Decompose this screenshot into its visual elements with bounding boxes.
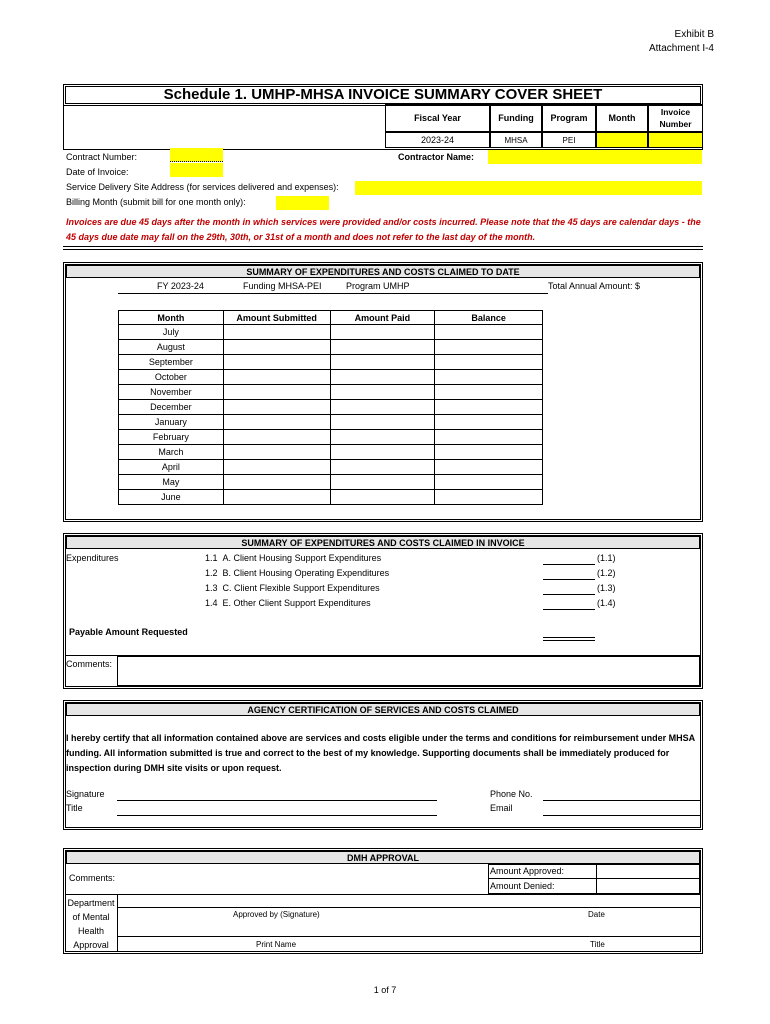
funding-label: Funding MHSA-PEI [243, 281, 322, 291]
item-amount-line[interactable] [543, 609, 595, 610]
month-cell: June [119, 490, 224, 505]
amount-submitted-cell[interactable] [223, 475, 330, 490]
amount-submitted-cell[interactable] [223, 490, 330, 505]
col-balance: Balance [435, 311, 543, 325]
month-cell: November [119, 385, 224, 400]
service-site-field[interactable] [355, 181, 702, 195]
program-header: Program [542, 104, 596, 132]
table-row [119, 475, 543, 490]
amount-submitted-cell[interactable] [223, 415, 330, 430]
table-row [119, 430, 543, 445]
month-cell: February [119, 430, 224, 445]
amount-paid-cell[interactable] [330, 385, 435, 400]
item-label: B. Client Housing Operating Expenditures [222, 568, 390, 578]
amount-paid-cell[interactable] [330, 460, 435, 475]
table-row [119, 490, 543, 505]
signature-label: Signature [66, 789, 105, 799]
balance-cell[interactable] [435, 445, 543, 460]
balance-cell[interactable] [435, 385, 543, 400]
amount-paid-cell[interactable] [330, 430, 435, 445]
page-number: 1 of 7 [373, 985, 397, 995]
item-num: 1.1 [205, 553, 218, 563]
cert-title-label: Title [66, 803, 83, 813]
month-cell: August [119, 340, 224, 355]
certification-title: AGENCY CERTIFICATION OF SERVICES AND COSTS CLAIMED [66, 703, 700, 716]
approved-by-label: Approved by (Signature) [233, 910, 320, 919]
amount-paid-cell[interactable] [330, 490, 435, 505]
approved-by-line[interactable] [117, 907, 700, 908]
item-amount-line[interactable] [543, 564, 595, 565]
item-ref: (1.2) [597, 568, 616, 578]
phone-line[interactable] [543, 800, 700, 801]
balance-cell[interactable] [435, 400, 543, 415]
amount-submitted-cell[interactable] [223, 400, 330, 415]
table-row [119, 415, 543, 430]
date-label: Date [588, 910, 605, 919]
expenditure-item [205, 598, 371, 608]
fy-label: FY 2023-24 [157, 281, 204, 291]
summary-to-date-title: SUMMARY OF EXPENDITURES AND COSTS CLAIMED TO DATE [66, 265, 700, 278]
amount-paid-cell[interactable] [330, 445, 435, 460]
contractor-name-label: Contractor Name: [398, 152, 475, 162]
contractor-name-field[interactable] [488, 150, 702, 164]
item-ref: (1.3) [597, 583, 616, 593]
amount-paid-cell[interactable] [330, 415, 435, 430]
approved-amount-divider [596, 864, 597, 894]
print-name-line[interactable] [117, 936, 700, 937]
amount-submitted-cell[interactable] [223, 430, 330, 445]
funding-value[interactable]: MHSA [490, 132, 542, 148]
item-label: A. Client Housing Support Expenditures [222, 553, 382, 563]
dept-approval-label: Department of Mental Health Approval [67, 898, 115, 950]
date-of-invoice-label: Date of Invoice: [66, 167, 129, 177]
balance-cell[interactable] [435, 490, 543, 505]
signature-line[interactable] [117, 800, 437, 801]
amount-paid-cell[interactable] [330, 340, 435, 355]
certification-text: I hereby certify that all information contained above are services and costs eligible under the terms and conditions for reimbursement under MHSA funding. All information submitted is true and correct to the best of my knowledge. Supporting documents shall be immediately produced for inspection during DMH site visits or upon request. [66, 733, 695, 773]
item-label: C. Client Flexible Support Expenditures [222, 583, 380, 593]
table-row [119, 370, 543, 385]
funding-header: Funding [490, 104, 542, 132]
print-name-label: Print Name [256, 940, 297, 949]
comments-label: Comments: [66, 659, 113, 669]
item-num: 1.4 [205, 598, 218, 608]
table-row [119, 445, 543, 460]
months-table [118, 310, 543, 505]
expenditure-item [205, 568, 389, 578]
amount-submitted-cell[interactable] [223, 385, 330, 400]
invoice-number-header: Invoice Number [648, 104, 703, 132]
balance-cell[interactable] [435, 475, 543, 490]
program-label: Program UMHP [346, 281, 410, 291]
month-cell: December [119, 400, 224, 415]
balance-cell[interactable] [435, 430, 543, 445]
program-value[interactable]: PEI [542, 132, 596, 148]
balance-cell[interactable] [435, 370, 543, 385]
month-header: Month [596, 104, 648, 132]
table-row [119, 460, 543, 475]
due-date-notice: Invoices are due 45 days after the month in which services were provided and/or costs incurred. Please note that the 45 days are calendar days - the 45 days due date may fall on the 29th, 30th, or 31st of a month and does not refer to the last day of the month. [66, 217, 701, 242]
table-row [119, 385, 543, 400]
amount-denied-label: Amount Denied: [490, 881, 555, 891]
dept-divider [117, 894, 118, 952]
item-num: 1.2 [205, 568, 218, 578]
col-month: Month [119, 311, 224, 325]
item-amount-line[interactable] [543, 579, 595, 580]
table-row [119, 400, 543, 415]
expenditure-item [205, 583, 380, 593]
exhibit-header [649, 28, 714, 56]
item-amount-line[interactable] [543, 594, 595, 595]
contract-number-label: Contract Number: [66, 152, 138, 162]
total-annual-amount: Total Annual Amount: $ [548, 281, 641, 291]
table-row [119, 340, 543, 355]
amount-paid-cell[interactable] [330, 400, 435, 415]
balance-cell[interactable] [435, 355, 543, 370]
amount-submitted-cell[interactable] [223, 340, 330, 355]
expenditure-item [205, 553, 381, 563]
billing-month-field[interactable] [276, 196, 329, 210]
month-cell: May [119, 475, 224, 490]
amount-paid-cell[interactable] [330, 475, 435, 490]
email-label: Email [490, 803, 513, 813]
amount-paid-cell[interactable] [330, 370, 435, 385]
date-of-invoice-field[interactable] [170, 163, 223, 177]
amount-submitted-cell[interactable] [223, 370, 330, 385]
fiscal-year-header: Fiscal Year [385, 104, 490, 132]
phone-label: Phone No. [490, 789, 533, 799]
contract-number-field[interactable] [170, 148, 223, 162]
month-cell: July [119, 325, 224, 340]
month-cell: April [119, 460, 224, 475]
col-amount-paid: Amount Paid [330, 311, 435, 325]
amount-paid-cell[interactable] [330, 325, 435, 340]
table-row [119, 355, 543, 370]
service-site-label: Service Delivery Site Address (for services delivered and expenses): [66, 182, 339, 192]
amount-submitted-cell[interactable] [223, 445, 330, 460]
balance-cell[interactable] [435, 460, 543, 475]
item-label: E. Other Client Support Expenditures [222, 598, 371, 608]
separator [63, 246, 703, 250]
summary-rule [118, 293, 548, 294]
email-line[interactable] [543, 815, 700, 816]
balance-cell[interactable] [435, 340, 543, 355]
amount-submitted-cell[interactable] [223, 355, 330, 370]
comments-field[interactable] [117, 656, 700, 686]
month-cell: September [119, 355, 224, 370]
cert-title-line[interactable] [117, 815, 437, 816]
month-cell: January [119, 415, 224, 430]
payable-amount-label: Payable Amount Requested [69, 627, 188, 637]
month-cell: October [119, 370, 224, 385]
summary-invoice-title: SUMMARY OF EXPENDITURES AND COSTS CLAIMED IN INVOICE [66, 536, 700, 549]
dmh-comments-label: Comments: [69, 873, 116, 883]
dmh-divider [66, 894, 700, 895]
amount-submitted-cell[interactable] [223, 325, 330, 340]
payable-amount-line[interactable] [543, 637, 595, 641]
month-value[interactable] [596, 132, 648, 148]
amount-submitted-cell[interactable] [223, 460, 330, 475]
approved-denied-divider [488, 878, 700, 879]
expenditures-label: Expenditures [66, 553, 119, 563]
col-amount-submitted: Amount Submitted [223, 311, 330, 325]
amount-approved-label: Amount Approved: [490, 866, 565, 876]
item-ref: (1.1) [597, 553, 616, 563]
fiscal-year-value[interactable]: 2023-24 [385, 132, 490, 148]
balance-cell[interactable] [435, 415, 543, 430]
item-ref: (1.4) [597, 598, 616, 608]
amount-paid-cell[interactable] [330, 355, 435, 370]
page-title: Schedule 1. UMHP-MHSA INVOICE SUMMARY COVER SHEET [163, 86, 603, 103]
billing-month-label: Billing Month (submit bill for one month only): [66, 197, 246, 207]
item-num: 1.3 [205, 583, 218, 593]
table-row [119, 325, 543, 340]
balance-cell[interactable] [435, 325, 543, 340]
month-cell: March [119, 445, 224, 460]
dmh-title-label: Title [590, 940, 605, 949]
dmh-approval-title: DMH APPROVAL [66, 851, 700, 864]
attachment-label: Attachment I-4 [648, 43, 714, 54]
invoice-number-value[interactable] [648, 132, 703, 148]
exhibit-label: Exhibit B [674, 29, 714, 40]
